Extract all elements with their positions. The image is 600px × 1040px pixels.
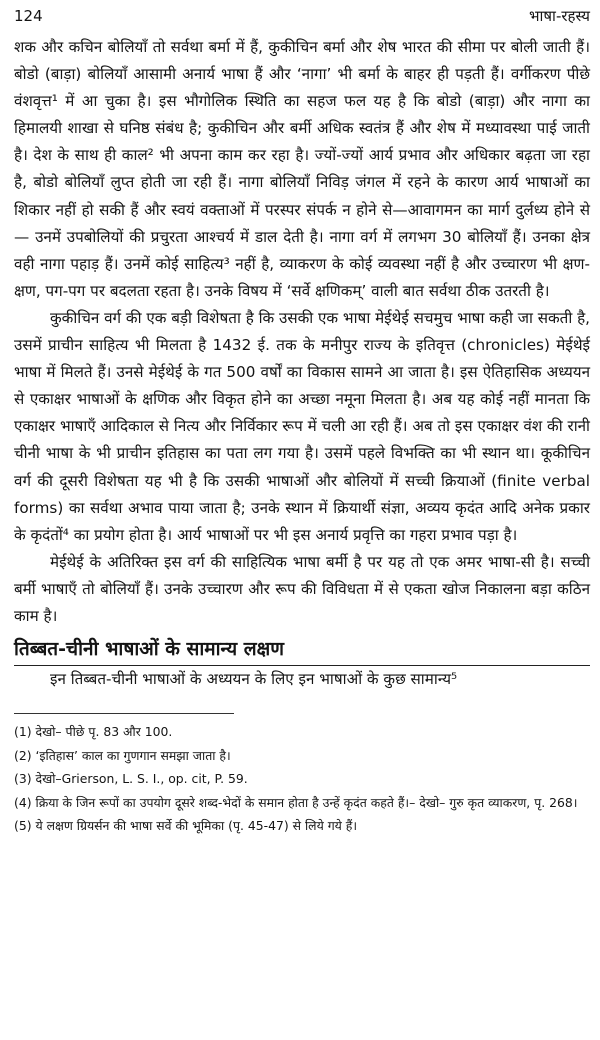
section-heading: तिब्बत-चीनी भाषाओं के सामान्य लक्षण [14, 636, 590, 666]
section-first-line: इन तिब्बत-चीनी भाषाओं के अध्ययन के लिए इन भाषाओं के कुछ सामान्य⁵ [50, 670, 458, 689]
page-number: 124 [14, 7, 43, 25]
paragraph-1: शक और कचिन बोलियाँ तो सर्वथा बर्मा में हैं, कुकीचिन बर्मा और शेष भारत की सीमा पर बोली जाती हैं। बोडो (बाड़ा) बोलियाँ आसामी अनार्य भाषा हैं और ‘नागा’ भी बर्मा के बाहर ही पड़ती हैं। वर्गीकरण पीछे वंशवृत्त¹ में आ चुका है। इस भौगोलिक स्थिति का सहज फल यह है कि बोडो (बाड़ा) और नागा का हिमालयी शाखा से घनिष्ठ संबंध है; कुकीचिन और बर्मी अधिक स्वतंत्र हैं और शेष में मध्यावस्था पाई जाती है। देश के साथ ही काल² भी अपना काम कर रहा है। ज्यों-ज्यों आर्य प्रभाव और अधिकार बढ़ता जा रहा है, बोडो बोलियाँ लुप्त होती जा रही हैं। नागा बोलियाँ निविड़ जंगल में रहने के कारण आर्य भाषाओं का शिकार नहीं हो सकी हैं और स्वयं वक्ताओं में परस्पर संपर्क न होने से—आवागमन का मार्ग दुर्लध्य होने से— उनमें उपबोलियों की प्रचुरता आश्चर्य में डाल देती है। नागा वर्ग में लगभग 30 बोलियाँ हैं। उनका क्षेत्र वही नागा पहाड़ हैं। उनमें कोई साहित्य³ नहीं है, व्याकरण के कोई व्यवस्था नहीं है और उच्चारण भी क्षण-क्षण, पग-पग पर बदलता रहता है। उनके विषय में ‘सर्वे क्षणिकम्’ वाली बात सर्वथा ठीक उतरती है। [14, 38, 590, 300]
footnote-4: (4) क्रिया के जिन रूपों का उपयोग दूसरे शब्द-भेदों के समान होता है उन्हें कृदंत कहते हैं।– देखो– गुरु कृत व्याकरण, पृ. 268। [14, 794, 578, 810]
footnote-5: (5) ये लक्षण ग्रियर्सन की भाषा सर्वे की भूमिका (पृ. 45-47) से लिये गये हैं। [14, 818, 358, 834]
footnote-1: (1) देखो– पीछे पृ. 83 और 100. [14, 724, 173, 740]
main-text [14, 34, 590, 693]
running-title: भाषा-रहस्य [528, 7, 590, 25]
paragraph-2: कुकीचिन वर्ग की एक बड़ी विशेषता है कि उसकी एक भाषा मेईथेई सचमुच भाषा कही जा सकती है, उसमें प्राचीन साहित्य भी मिलता है 1432 ई. तक के मनीपुर राज्य के इतिवृत्त (chronicles) मेईथेई भाषा में मिलते हैं। उनसे मेईथेई के गत 500 वर्षों का विकास सामने आ जाता है। इस ऐतिहासिक अध्ययन से एकाक्षर भाषाओं के क्षणिक और विकृत होने का अच्छा नमूना मिलता है। अब यह कोई नहीं मानता कि एकाक्षर भाषाएँ आदिकाल से नित्य और निर्विकार रूप में चली आ रही हैं। अब तो इस एकाक्षर वंश की रानी चीनी भाषा के भी प्राचीन इतिहास का पता लग गया है। उसमें पहले विभक्ति का भी स्थान था। कूकीचिन वर्ग की दूसरी विशेषता यह भी है कि उसकी भाषाओं और बोलियों में सच्ची क्रियाओं (finite verbal forms) का सर्वथा अभाव पाया जाता है; उनके स्थान में क्रियार्थी संज्ञा, अव्यय कृदंत आदि अनेक प्रकार के कृदंतों⁴ का प्रयोग होता है। आर्य भाषाओं पर भी इस अनार्य प्रवृत्ति का गहरा प्रभाव पड़ा है। [14, 308, 590, 544]
footnote-2: (2) ‘इतिहास’ काल का गुणगान समझा जाता है। [14, 747, 231, 763]
paragraph-3: मेईथेई के अतिरिक्त इस वर्ग की साहित्यिक भाषा बर्मी है पर यह तो एक अमर भाषा-सी है। सच्ची बर्मी भाषाएँ तो बोलियाँ हैं। उनके उच्चारण और रूप की विविधता में से एकता खोज निकालना बड़ा कठिन काम है। [14, 552, 591, 625]
running-header [14, 6, 590, 28]
footnotes-list [14, 720, 590, 838]
footnote-3: (3) देखो–Grierson, L. S. I., op. cit, P. 59. [14, 771, 248, 787]
footnote-divider [14, 713, 234, 714]
